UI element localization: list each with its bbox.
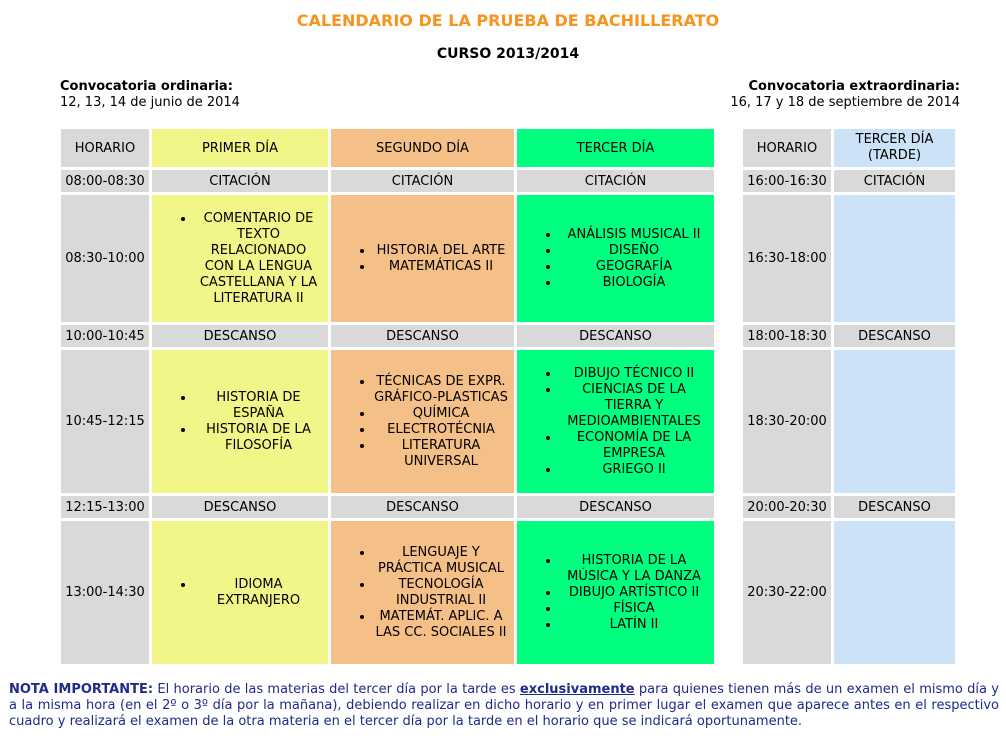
status-cell: DESCANSO <box>152 325 328 347</box>
status-cell: CITACIÓN <box>152 170 328 192</box>
status-cell: CITACIÓN <box>517 170 714 192</box>
page-title: CALENDARIO DE LA PRUEBA DE BACHILLERATO <box>296 11 720 30</box>
table-row <box>61 496 714 518</box>
subject-item: • IDIOMA EXTRANJERO <box>195 577 322 609</box>
table-row <box>743 496 955 518</box>
table-row <box>61 195 714 322</box>
subject-item: • HISTORIA DE LA FILOSOFÍA <box>195 422 322 454</box>
afternoon-schedule-table <box>740 126 958 667</box>
subject-list <box>152 390 328 454</box>
subject-cell-primer <box>152 521 328 664</box>
status-cell: DESCANSO <box>517 496 714 518</box>
status-cell: DESCANSO <box>834 496 955 518</box>
time-cell: 16:00-16:30 <box>743 170 831 192</box>
subject-item: • LITERATURA UNIVERSAL <box>374 438 508 470</box>
time-cell: 12:15-13:00 <box>61 496 149 518</box>
empty-slot <box>834 350 955 493</box>
note-label: NOTA IMPORTANTE: <box>9 682 154 697</box>
subject-cell-tercer <box>517 350 714 493</box>
subject-item: • TÉCNICAS DE EXPR. GRÁFICO-PLASTICAS <box>374 374 508 406</box>
subject-item: • TECNOLOGÍA INDUSTRIAL II <box>374 577 508 609</box>
ordinaria-label: Convocatoria ordinaria: <box>60 79 233 94</box>
subject-item: • DISEÑO <box>560 243 708 259</box>
subject-list <box>331 374 514 470</box>
subject-cell-primer <box>152 195 328 322</box>
extraordinaria-label: Convocatoria extraordinaria: <box>748 79 960 94</box>
status-cell: CITACIÓN <box>834 170 955 192</box>
table-row <box>61 521 714 664</box>
subject-item: • GEOGRAFÍA <box>560 259 708 275</box>
subject-item: • HISTORIA DE LA MÚSICA Y LA DANZA <box>560 553 708 585</box>
subject-cell-primer <box>152 350 328 493</box>
subject-cell-tercer <box>517 521 714 664</box>
header-horario: HORARIO <box>61 129 149 167</box>
ordinaria-dates: 12, 13, 14 de junio de 2014 <box>60 95 240 110</box>
header-horario: HORARIO <box>743 129 831 167</box>
subject-item: • ECONOMÍA DE LA EMPRESA <box>560 430 708 462</box>
table-row <box>61 325 714 347</box>
subject-cell-tercer <box>517 195 714 322</box>
page-subtitle: CURSO 2013/2014 <box>436 46 580 62</box>
extraordinaria-dates: 16, 17 y 18 de septiembre de 2014 <box>730 95 960 110</box>
time-cell: 13:00-14:30 <box>61 521 149 664</box>
note-text-before: El horario de las materias del tercer día por la tarde es <box>153 682 520 697</box>
header-primer-dia: PRIMER DÍA <box>152 129 328 167</box>
subject-item: • MATEMÁT. APLIC. A LAS CC. SOCIALES II <box>374 609 508 641</box>
header-tercer-dia: TERCER DÍA <box>517 129 714 167</box>
status-cell: DESCANSO <box>331 325 514 347</box>
time-cell: 20:30-22:00 <box>743 521 831 664</box>
table-row <box>743 350 955 493</box>
table-row <box>743 195 955 322</box>
subject-item: • CIENCIAS DE LA TIERRA Y MEDIOAMBIENTALES <box>560 382 708 430</box>
subject-list <box>152 211 328 307</box>
status-cell: DESCANSO <box>152 496 328 518</box>
subject-item: • HISTORIA DEL ARTE <box>374 243 508 259</box>
subject-item: • QUÍMICA <box>374 406 508 422</box>
subject-item: • LATÍN II <box>560 617 708 633</box>
table-row <box>743 325 955 347</box>
subject-item: • FÍSICA <box>560 601 708 617</box>
status-cell: DESCANSO <box>834 325 955 347</box>
time-cell: 18:30-20:00 <box>743 350 831 493</box>
note-emphasis: exclusivamente <box>519 682 635 697</box>
time-cell: 10:45-12:15 <box>61 350 149 493</box>
header-tercer-dia-tarde <box>834 129 955 167</box>
subject-list <box>331 545 514 641</box>
time-cell: 08:30-10:00 <box>61 195 149 322</box>
subject-item: • DIBUJO TÉCNICO II <box>560 366 708 382</box>
subject-item: • HISTORIA DE ESPAÑA <box>195 390 322 422</box>
subject-list <box>152 577 328 609</box>
table-row <box>61 170 714 192</box>
important-note <box>9 682 999 730</box>
subject-list <box>517 553 714 633</box>
convocatoria-extraordinaria <box>730 79 960 111</box>
subject-item: • BIOLOGÍA <box>560 275 708 291</box>
time-cell: 16:30-18:00 <box>743 195 831 322</box>
subject-item: • COMENTARIO DE TEXTO RELACIONADO CON LA LENGUA CASTELLANA Y LA LITERATURA II <box>195 211 322 307</box>
subject-item: • ELECTROTÉCNIA <box>374 422 508 438</box>
empty-slot <box>834 195 955 322</box>
subject-list <box>517 366 714 478</box>
subject-cell-segundo <box>331 521 514 664</box>
table-row <box>61 350 714 493</box>
time-cell: 20:00-20:30 <box>743 496 831 518</box>
subject-item: • LENGUAJE Y PRÁCTICA MUSICAL <box>374 545 508 577</box>
table-header-row <box>743 129 955 167</box>
status-cell: DESCANSO <box>517 325 714 347</box>
subject-list <box>517 227 714 291</box>
table-row <box>743 170 955 192</box>
subject-list <box>331 243 514 275</box>
convocatoria-ordinaria <box>60 79 240 111</box>
table-header-row <box>61 129 714 167</box>
subject-cell-segundo <box>331 195 514 322</box>
subject-cell-segundo <box>331 350 514 493</box>
status-cell: DESCANSO <box>331 496 514 518</box>
empty-slot <box>834 521 955 664</box>
subject-item: • MATEMÁTICAS II <box>374 259 508 275</box>
main-schedule-table <box>58 126 717 667</box>
time-cell: 10:00-10:45 <box>61 325 149 347</box>
header-segundo-dia: SEGUNDO DÍA <box>331 129 514 167</box>
subject-item: • GRIEGO II <box>560 462 708 478</box>
subject-item: • DIBUJO ARTÍSTICO II <box>560 585 708 601</box>
time-cell: 08:00-08:30 <box>61 170 149 192</box>
header-tercer-dia-tarde-label: TERCER DÍA (TARDE) <box>855 132 934 163</box>
note-text-after: para quienes tienen más de un examen el mismo día y a la misma hora (en el 2º o 3º día por la mañana), debiendo realizar en dicho horario y en primer lugar el examen que aparece antes en el respectivo cuadro y realizará el examen de la otra materia en el tercer día por la tarde en el horario que se indicará oportunamente. <box>9 682 1000 729</box>
table-row <box>743 521 955 664</box>
subject-item: • ANÁLISIS MUSICAL II <box>560 227 708 243</box>
time-cell: 18:00-18:30 <box>743 325 831 347</box>
status-cell: CITACIÓN <box>331 170 514 192</box>
